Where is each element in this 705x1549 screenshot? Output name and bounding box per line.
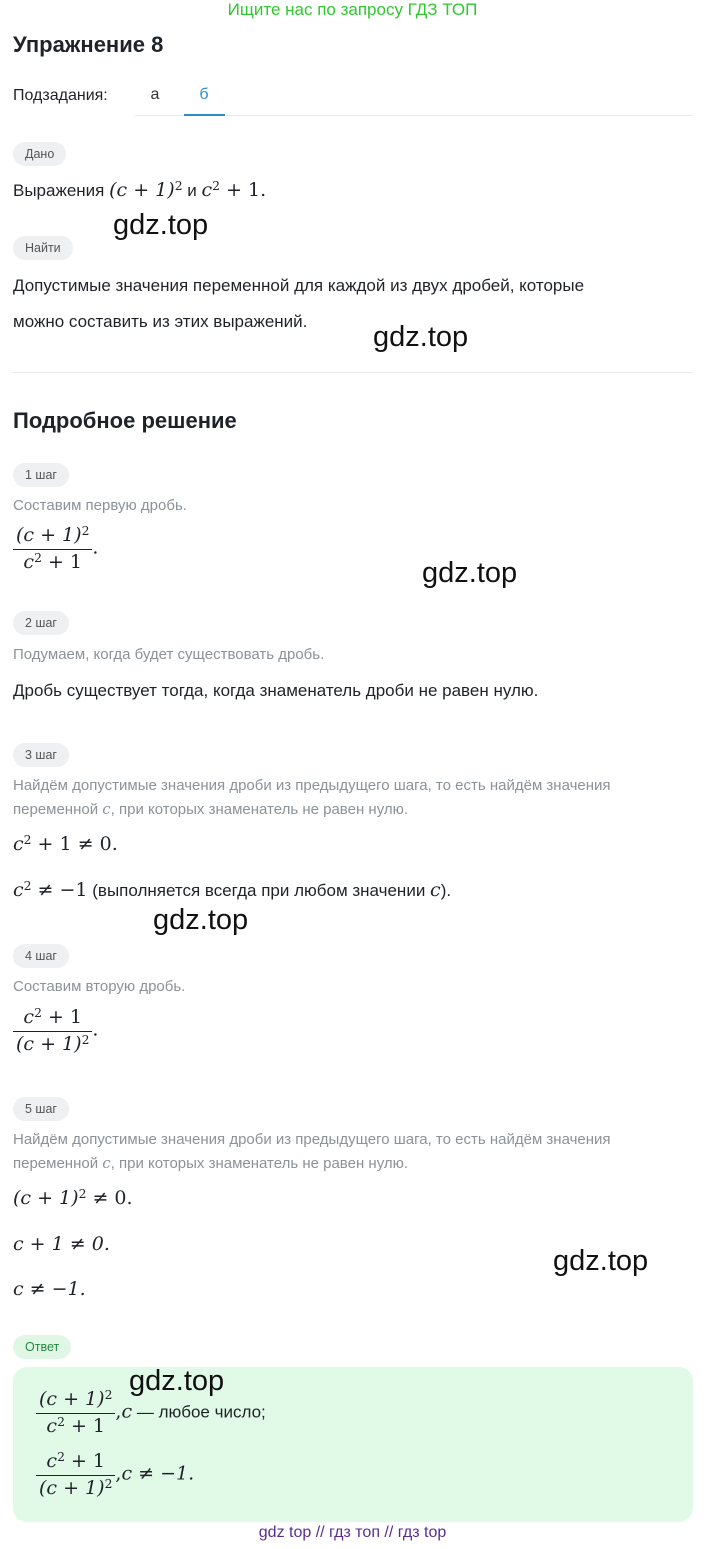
answer-2-num-exp: 2	[57, 1450, 65, 1465]
step-1-den-rest: + 1	[41, 551, 83, 573]
step-3-eq1-exp: 2	[23, 833, 32, 848]
watermark: gdz.top	[553, 1245, 649, 1277]
step-4-den: (c + 1)	[16, 1033, 82, 1055]
answer-1-text: — любое число;	[132, 1402, 266, 1422]
answer-2-den: (c + 1)	[39, 1477, 105, 1499]
step-3-note-prefix: переменной	[13, 801, 99, 818]
step-4-num-exp: 2	[34, 1006, 42, 1021]
given-prefix: Выражения	[13, 181, 105, 200]
active-tab-indicator	[184, 114, 225, 116]
answer-1-den-rest: + 1	[64, 1415, 106, 1437]
step-5-eq1-rest: ≠ 0.	[86, 1187, 133, 1209]
solution-title: Подробное решение	[13, 408, 237, 433]
step-5-note-2	[13, 1152, 408, 1175]
step-1-note: Составим первую дробь.	[13, 497, 187, 514]
step-2-badge: 2 шаг	[13, 611, 69, 635]
step-3-eq2-text: (выполняется всегда при любом значении	[87, 881, 431, 900]
step-5-eq-2: c + 1 ≠ 0.	[13, 1233, 110, 1255]
given-text	[13, 179, 266, 203]
step-5-eq-3: c ≠ −1.	[13, 1278, 86, 1300]
step-3-note-2	[13, 798, 408, 821]
step-3-eq1-rest: + 1 ≠ 0.	[31, 833, 118, 855]
watermark: gdz.top	[113, 209, 209, 241]
step-5-note-var: c	[102, 1154, 111, 1172]
step-1-badge: 1 шаг	[13, 463, 69, 487]
step-1-den-exp: 2	[34, 551, 42, 566]
step-4-note: Составим вторую дробь.	[13, 978, 186, 995]
find-badge: Найти	[13, 236, 73, 260]
step-5-eq1-base: (c + 1)	[13, 1187, 79, 1209]
step-5-badge: 5 шаг	[13, 1097, 69, 1121]
step-3-badge: 3 шаг	[13, 743, 69, 767]
step-3-note-suffix: , при которых знаменатель не равен нулю.	[110, 801, 409, 818]
watermark: gdz.top	[422, 557, 518, 589]
answer-1-den-exp: 2	[57, 1415, 65, 1430]
answer-line-1: $\frac{(c + 1)^2}{c^2 + 1}$ ,c — любое число;	[36, 1387, 266, 1440]
given-expr1: (c + 1)	[109, 179, 175, 201]
page-title: Упражнение 8	[13, 32, 164, 57]
answer-1-num-exp: 2	[104, 1388, 113, 1403]
given-expr1-exp: 2	[174, 179, 183, 194]
step-4-num-rest: + 1	[41, 1006, 83, 1028]
step-3-note-var: c	[102, 800, 111, 818]
section-divider	[13, 372, 693, 373]
search-banner: Ищите нас по запросу ГДЗ ТОП	[227, 0, 478, 19]
tab-subtask-b[interactable]: б	[199, 86, 209, 103]
step-4-fraction	[13, 1005, 98, 1058]
answer-line-2: $\frac{c^2 + 1}{(c + 1)^2}$ ,c ≠ −1.	[36, 1449, 194, 1502]
step-5-note-suffix: , при которых знаменатель не равен нулю.	[110, 1155, 409, 1172]
given-expr2: c	[201, 179, 213, 201]
step-3-note-1: Найдём допустимые значения дроби из предыдущего шага, то есть найдём значения	[13, 777, 611, 794]
step-1-den: c	[23, 551, 35, 573]
watermark: gdz.top	[153, 904, 249, 936]
given-conj: и	[187, 181, 197, 200]
subtasks-label: Подзадания:	[13, 87, 108, 104]
footer-links: gdz top // гдз топ // гдз top	[258, 1524, 447, 1541]
step-3-eq2-var: c	[430, 879, 441, 901]
find-line-1: Допустимые значения переменной для каждой из двух дробей, которые	[13, 276, 585, 295]
step-3-eq2-rest: ≠ −1	[31, 879, 88, 901]
answer-2-den-exp: 2	[104, 1477, 113, 1492]
step-1-num-exp: 2	[81, 524, 90, 539]
answer-1-den: c	[46, 1415, 58, 1437]
step-1-num: (c + 1)	[16, 524, 82, 546]
step-3-eq2-base: c	[13, 879, 24, 901]
step-3-eq-2	[13, 879, 451, 902]
step-3-eq-1	[13, 833, 118, 855]
answer-badge: Ответ	[13, 1335, 71, 1359]
step-5-note-prefix: переменной	[13, 1155, 99, 1172]
step-3-eq2-end: ).	[440, 881, 452, 900]
answer-1-num: (c + 1)	[39, 1388, 105, 1410]
step-4-badge: 4 шаг	[13, 944, 69, 968]
step-2-text: Дробь существует тогда, когда знаменатель дроби не равен нулю.	[13, 681, 539, 700]
step-4-num: c	[23, 1006, 35, 1028]
answer-2-num: c	[46, 1450, 58, 1472]
step-4-den-exp: 2	[81, 1033, 90, 1048]
step-5-eq-1	[13, 1187, 133, 1209]
step-5-note-1: Найдём допустимые значения дроби из предыдущего шага, то есть найдём значения	[13, 1131, 611, 1148]
find-line-2: можно составить из этих выражений.	[13, 312, 308, 331]
tab-subtask-a[interactable]: а	[150, 86, 160, 103]
answer-2-tail: c ≠ −1.	[121, 1462, 195, 1485]
given-expr2-rest: + 1.	[220, 179, 267, 201]
answer-1-var: c	[121, 1400, 133, 1423]
answer-2-num-rest: + 1	[64, 1450, 106, 1472]
step-1-fraction	[13, 523, 98, 576]
step-3-eq2-exp: 2	[23, 879, 32, 894]
step-2-note: Подумаем, когда будет существовать дробь.	[13, 646, 325, 663]
watermark: gdz.top	[129, 1365, 225, 1397]
watermark: gdz.top	[373, 321, 469, 353]
step-1-tail: .	[92, 536, 99, 559]
given-expr2-exp: 2	[212, 179, 221, 194]
step-5-eq1-exp: 2	[78, 1187, 87, 1202]
step-4-tail: .	[92, 1018, 99, 1041]
given-badge: Дано	[13, 142, 66, 166]
step-3-eq1-base: c	[13, 833, 24, 855]
